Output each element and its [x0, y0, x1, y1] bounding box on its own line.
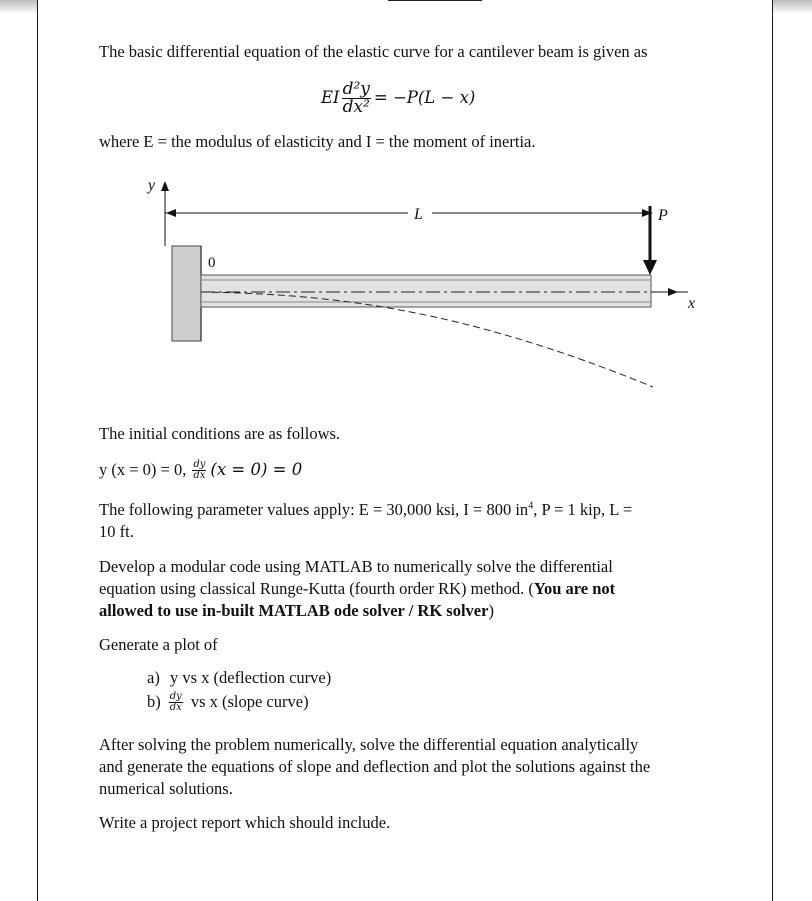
x-axis-arrow-icon: [668, 288, 678, 296]
task-line-2-bold: You are not: [533, 579, 616, 598]
cantilever-beam-figure: [128, 172, 696, 396]
initial-condition-slope: (x = 0) = 0: [210, 460, 303, 479]
y-axis-arrow-icon: [161, 181, 169, 191]
task-line-1: Develop a modular code using MATLAB to numerically solve the differential: [99, 557, 613, 576]
task-line-2: [99, 578, 615, 600]
plot-item-b-marker: b): [147, 692, 161, 711]
task-line-3-bold: allowed to use in-built MATLAB ode solver / RK solver: [99, 601, 489, 620]
report-line: Write a project report which should include.: [99, 813, 391, 832]
plot-item-a-text: y vs x (deflection curve): [169, 668, 332, 687]
document-page: [37, 0, 773, 901]
plot-item-b-num: dy: [169, 690, 182, 702]
plot-item-a: [147, 667, 331, 689]
plot-item-b: [147, 688, 309, 716]
load-label: P: [658, 207, 668, 224]
origin-label: 0: [208, 255, 216, 271]
analytic-line-2: and generate the equations of slope and deflection and plot the solutions against the: [99, 757, 651, 776]
differential-equation: [321, 74, 475, 122]
plot-item-a-marker: a): [147, 668, 160, 687]
equation-denominator: dx²: [342, 96, 370, 117]
slope-fraction: [192, 460, 206, 481]
equation-ei: EI: [321, 88, 340, 107]
equation-rhs: = −P(L − x): [373, 88, 476, 107]
where-text: where E = the modulus of elasticity and I = the moment of inertia.: [99, 132, 536, 151]
plot-item-b-den: dx: [169, 701, 182, 713]
task-line-2-plain: equation using classical Runge-Kutta (fourth order RK) method. (: [99, 579, 534, 598]
analytic-line-3: numerical solutions.: [99, 779, 233, 798]
equation-fraction: [342, 78, 371, 117]
intro-text: The basic differential equation of the elastic curve for a cantilever beam is given as: [99, 42, 648, 61]
initial-conditions-heading: The initial conditions are as follows.: [99, 424, 341, 443]
plot-heading: Generate a plot of: [99, 635, 218, 654]
initial-conditions-line: [99, 456, 302, 484]
wall-support: [172, 246, 201, 341]
parameters-prefix: The following parameter values apply: E = 30,000 ksi, I = 800 in: [99, 500, 529, 519]
parameters-line-1: [99, 499, 632, 521]
plot-item-b-fraction: [169, 692, 183, 713]
task-line-3: [99, 600, 494, 622]
analytic-line-1: After solving the problem numerically, solve the differential equation analytically: [99, 735, 639, 754]
page-top-rule: [388, 0, 482, 1]
length-label: L: [414, 206, 423, 223]
parameters-line-2: 10 ft.: [99, 522, 134, 541]
load-arrow-icon: [643, 260, 657, 275]
y-axis-label: y: [148, 177, 156, 194]
slope-fraction-den: dx: [193, 469, 206, 481]
equation-numerator: d²y: [342, 78, 370, 99]
task-line-3-plain: ): [488, 601, 494, 620]
parameters-exponent: 4: [528, 500, 534, 512]
dimension-arrow-left-icon: [166, 209, 176, 217]
x-axis-label: x: [688, 295, 696, 312]
slope-fraction-num: dy: [193, 458, 206, 470]
parameters-suffix: , P = 1 kip, L =: [533, 500, 633, 519]
plot-item-b-text: vs x (slope curve): [190, 692, 309, 711]
initial-condition-y: y (x = 0) = 0,: [99, 460, 187, 479]
